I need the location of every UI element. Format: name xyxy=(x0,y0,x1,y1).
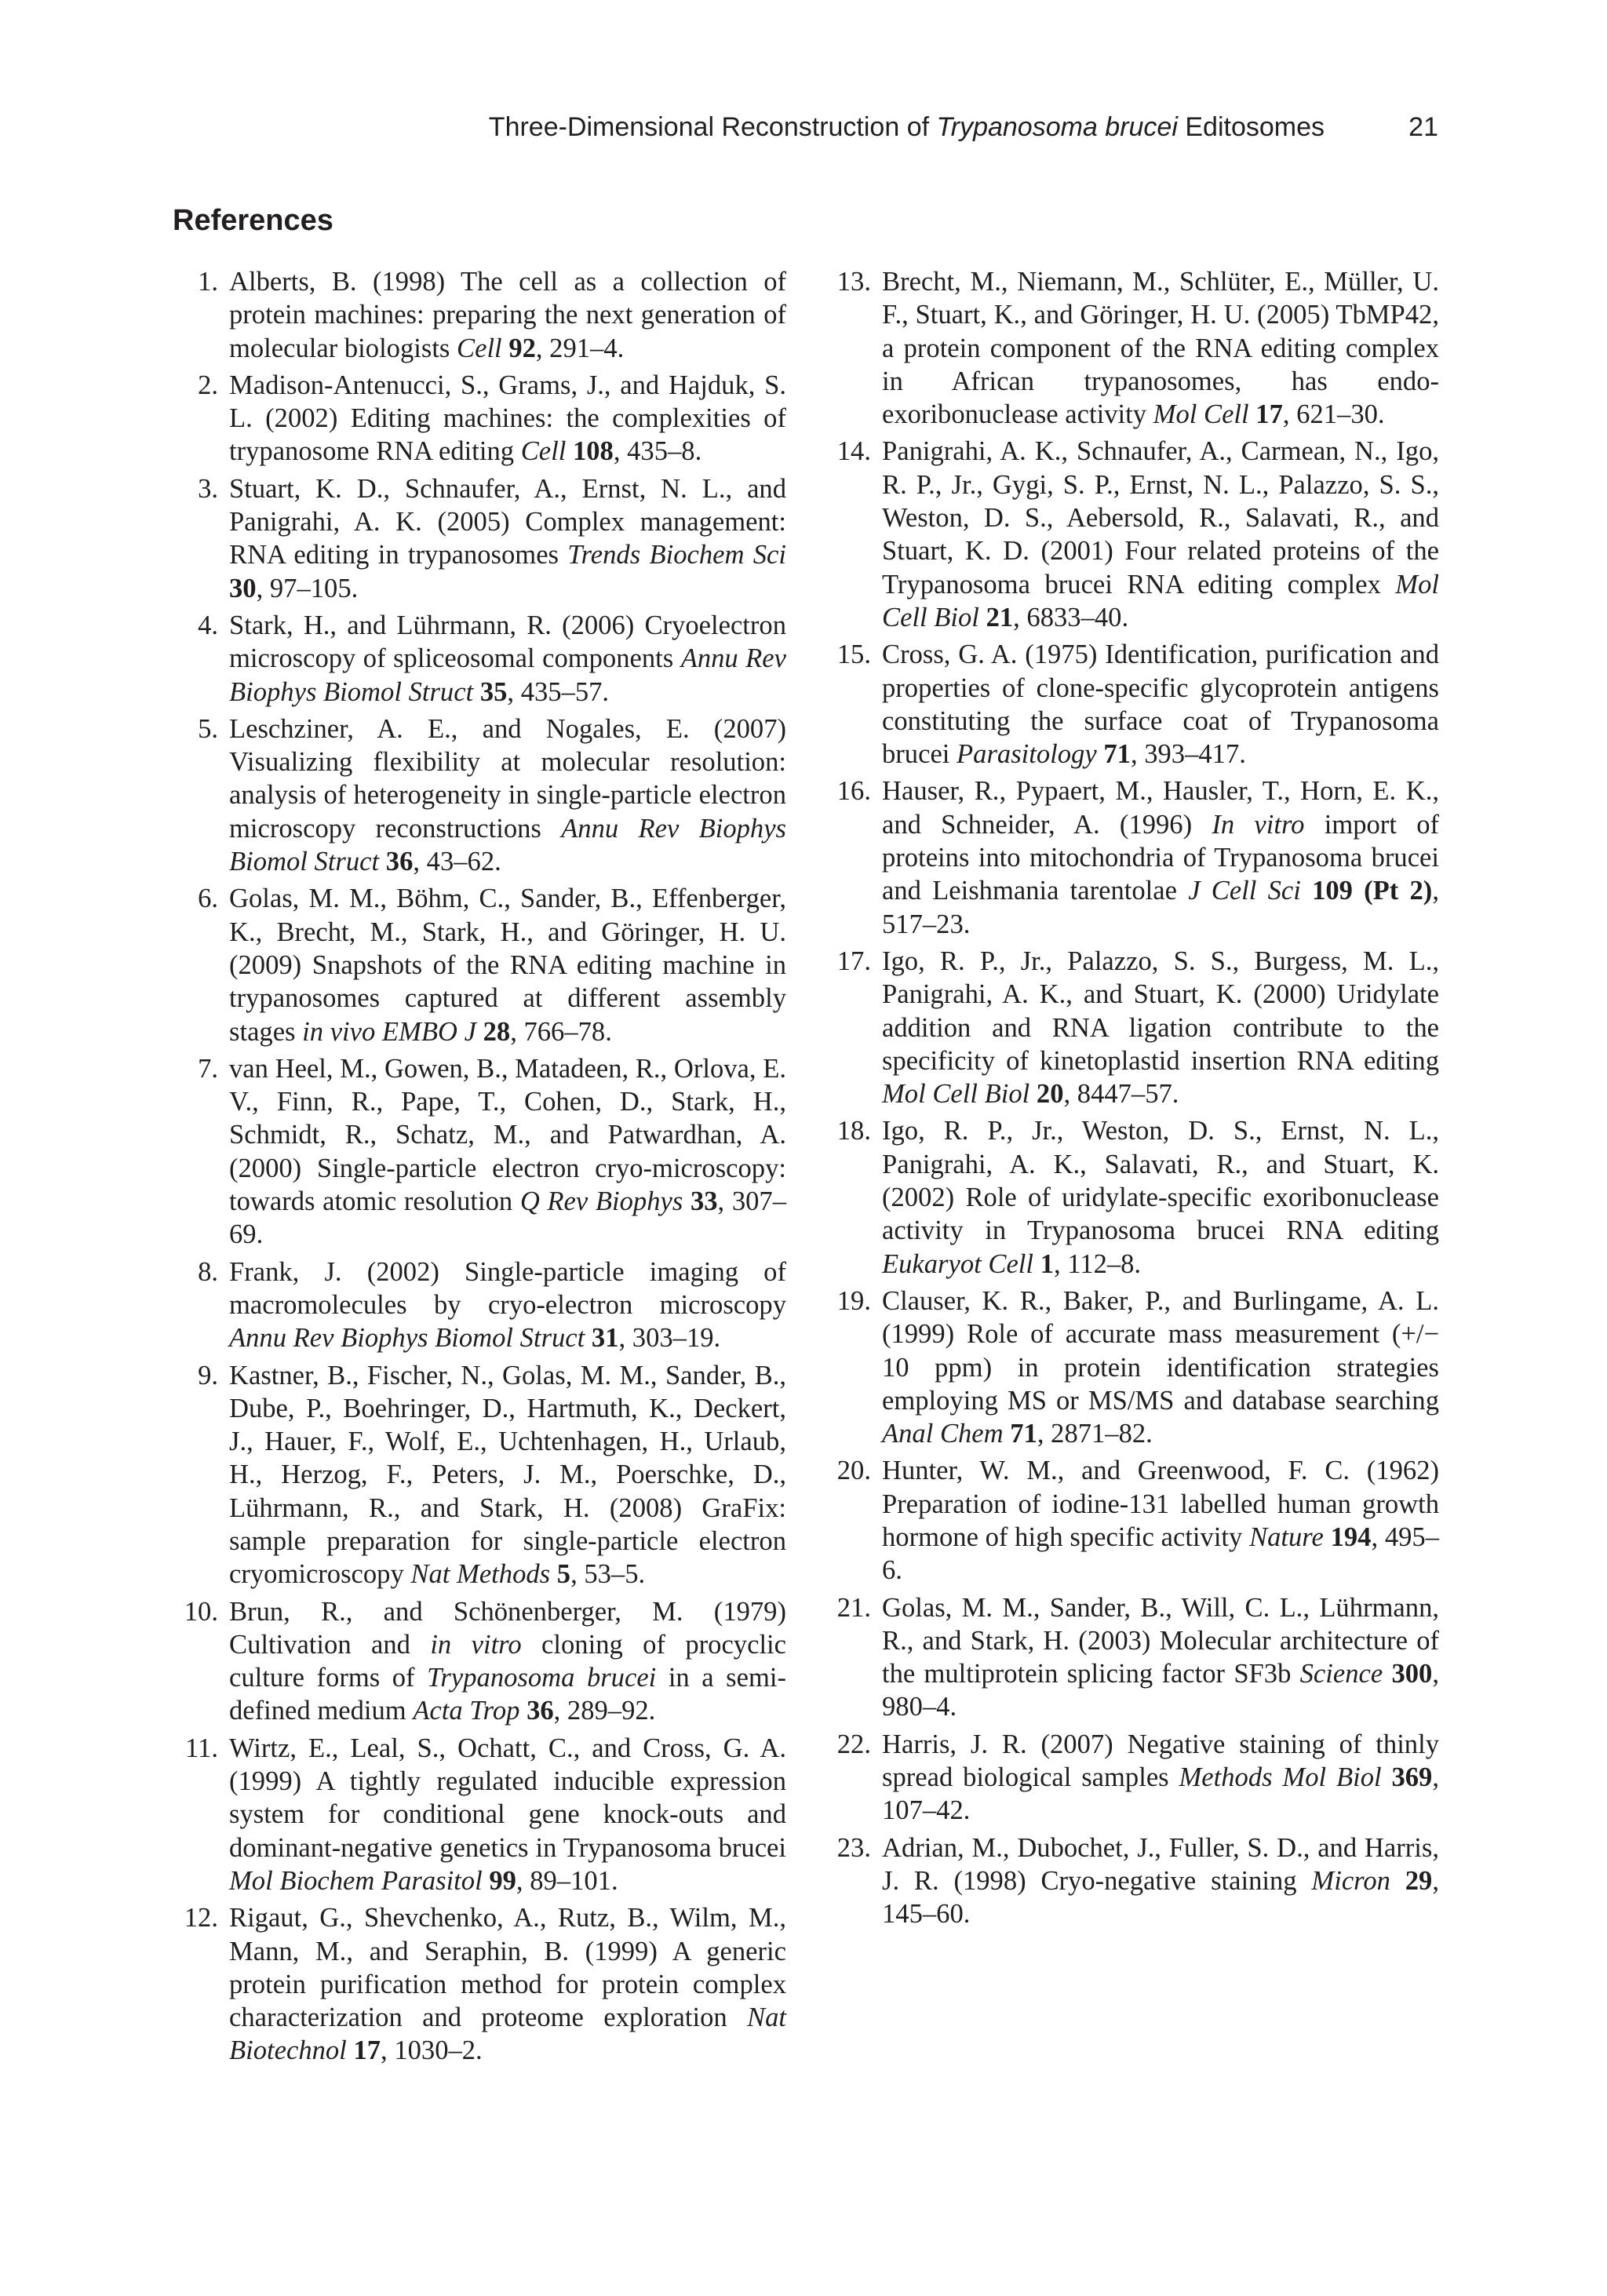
reference-text: Cross, G. A. (1975) Identification, purification and properties of clone-specific glycoprotein antigens constituting the surface coat of Trypanosoma brucei Parasitology 71, 393–417. xyxy=(882,640,1439,770)
reference-italic: Mol Cell Biol xyxy=(882,1079,1030,1110)
reference-item xyxy=(184,1595,786,1728)
reference-column-right xyxy=(836,265,1439,1935)
running-title: Three-Dimensional Reconstruction of Trypanosoma brucei Editosomes xyxy=(488,112,1325,142)
reference-number: 20. xyxy=(836,1456,871,1486)
reference-item xyxy=(836,638,1439,771)
reference-number: 21. xyxy=(836,1592,871,1623)
reference-text: Clauser, K. R., Baker, P., and Burlingame, A. L. (1999) Role of accurate mass measurement (+/− 10 ppm) in protein identification strategies employing MS or MS/MS and database searching Anal Chem 71, 2871–82. xyxy=(882,1285,1439,1449)
reference-italic: in vivo EMBO J xyxy=(302,1016,476,1047)
reference-text: Hauser, R., Pypaert, M., Hausler, T., Horn, E. K., and Schneider, A. (1996) In vitro import of proteins into mitochondria of Trypanosoma brucei and Leishmania tarentolae J Cell Sci 109 (Pt 2), 517–23. xyxy=(882,776,1439,939)
page-number: 21 xyxy=(1408,112,1438,142)
reference-volume: 20 xyxy=(1036,1079,1064,1110)
reference-volume: 33 xyxy=(690,1186,718,1217)
reference-item xyxy=(836,945,1439,1110)
reference-number: 11. xyxy=(185,1733,218,1763)
reference-item xyxy=(836,1591,1439,1724)
reference-item xyxy=(198,609,786,709)
reference-number: 2. xyxy=(198,370,218,400)
reference-column-left xyxy=(184,265,786,2072)
reference-italic: Science xyxy=(1299,1659,1383,1689)
reference-number: 15. xyxy=(836,640,871,670)
reference-italic: J Cell Sci xyxy=(1188,876,1301,906)
reference-number: 16. xyxy=(836,776,871,807)
reference-italic: Anal Chem xyxy=(882,1419,1004,1449)
reference-text: Alberts, B. (1998) The cell as a collection of protein machines: preparing the next generation of molecular biologists Cell 92, 291–4. xyxy=(229,267,786,363)
reference-volume: 92 xyxy=(508,333,536,363)
reference-volume: 17 xyxy=(353,2035,381,2066)
reference-number: 7. xyxy=(198,1053,218,1084)
reference-item xyxy=(198,1359,786,1591)
reference-volume: 99 xyxy=(489,1865,516,1896)
reference-number: 13. xyxy=(836,267,871,297)
reference-volume: 36 xyxy=(385,847,414,877)
reference-number: 19. xyxy=(836,1285,871,1316)
reference-volume: 21 xyxy=(986,602,1014,632)
reference-number: 9. xyxy=(198,1360,218,1390)
section-heading: References xyxy=(173,204,333,237)
reference-item xyxy=(198,1256,786,1355)
reference-number: 12. xyxy=(184,1903,218,1933)
reference-volume: 17 xyxy=(1255,399,1283,430)
reference-number: 1. xyxy=(198,267,218,297)
reference-volume: 5 xyxy=(556,1559,571,1590)
reference-volume: 28 xyxy=(483,1016,511,1047)
reference-italic: Trends Biochem Sci xyxy=(567,540,786,570)
reference-number: 6. xyxy=(198,884,218,914)
reference-italic: Cell xyxy=(520,436,567,467)
reference-italic: Mol Biochem Parasitol xyxy=(229,1865,483,1896)
reference-italic: Micron xyxy=(1311,1865,1390,1896)
reference-italic: Nat Methods xyxy=(410,1559,551,1590)
reference-number: 10. xyxy=(184,1596,218,1627)
reference-italic: Cell xyxy=(457,333,502,363)
reference-italic: Nat Biotechnol xyxy=(229,2003,786,2066)
reference-volume: 108 xyxy=(572,436,614,467)
reference-item xyxy=(198,472,786,605)
reference-text: Madison-Antenucci, S., Grams, J., and Hajduk, S. L. (2002) Editing machines: the complexities of trypanosome RNA editing Cell 108, 435–8. xyxy=(229,370,786,467)
reference-text: Frank, J. (2002) Single-particle imaging of macromolecules by cryo-electron microscopy Annu Rev Biophys Biomol Struct 31, 303–19. xyxy=(229,1256,786,1354)
reference-text: Stuart, K. D., Schnaufer, A., Ernst, N. L., and Panigrahi, A. K. (2005) Complex management: RNA editing in trypanosomes Trends Biochem Sci 30, 97–105. xyxy=(229,473,786,603)
reference-text: Rigaut, G., Shevchenko, A., Rutz, B., Wilm, M., Mann, M., and Seraphin, B. (1999) A generic protein purification method for protein complex characterization and proteome exploration Nat Biotechnol 17, 1030–2. xyxy=(229,1903,786,2066)
reference-volume: 30 xyxy=(229,573,257,603)
reference-item xyxy=(198,712,786,878)
reference-text: Wirtz, E., Leal, S., Ochatt, C., and Cross, G. A. (1999) A tightly regulated inducible expression system for conditional gene knock-outs and dominant-negative genetics in Trypanosoma brucei Mol Biochem Parasitol 99, 89–101. xyxy=(229,1733,786,1896)
reference-item xyxy=(836,1831,1439,1931)
reference-item xyxy=(198,265,786,365)
reference-italic: Methods Mol Biol xyxy=(1179,1762,1382,1793)
reference-volume: 109 (Pt 2) xyxy=(1312,876,1433,906)
reference-volume: 71 xyxy=(1103,739,1131,770)
reference-italic: Mol Cell Biol xyxy=(882,569,1439,632)
reference-text: Leschziner, A. E., and Nogales, E. (2007) Visualizing flexibility at molecular resolution: analysis of heterogeneity in single-particle electron microscopy reconstructions Annu Rev Biophys Biomol Struct 36, 43–62. xyxy=(229,713,786,877)
reference-volume: 369 xyxy=(1391,1762,1433,1793)
reference-number: 4. xyxy=(198,610,218,640)
reference-italic: Trypanosoma brucei xyxy=(427,1663,657,1693)
reference-item xyxy=(185,1732,786,1897)
reference-volume: 29 xyxy=(1405,1865,1433,1896)
reference-number: 8. xyxy=(198,1256,218,1287)
reference-item xyxy=(836,1454,1439,1587)
reference-italic: in vitro xyxy=(430,1629,522,1660)
reference-text: Brecht, M., Niemann, M., Schlüter, E., Müller, U. F., Stuart, K., and Göringer, H. U. (2005) TbMP42, a protein component of the RNA editing complex in African trypanosomes, has endo-exoribonuclease activity Mol Cell 17, 621–30. xyxy=(882,267,1439,430)
reference-item xyxy=(836,435,1439,634)
reference-volume: 194 xyxy=(1330,1522,1372,1552)
reference-number: 22. xyxy=(836,1729,871,1759)
reference-text: Hunter, W. M., and Greenwood, F. C. (1962) Preparation of iodine-131 labelled human growth hormone of high specific activity Nature 194, 495–6. xyxy=(882,1456,1439,1586)
reference-italic: Eukaryot Cell xyxy=(882,1248,1034,1279)
reference-text: Adrian, M., Dubochet, J., Fuller, S. D., and Harris, J. R. (1998) Cryo-negative staining Micron 29, 145–60. xyxy=(882,1832,1439,1930)
reference-number: 14. xyxy=(836,436,871,467)
reference-text: Igo, R. P., Jr., Weston, D. S., Ernst, N. L., Panigrahi, A. K., Salavati, R., and Stuart, K. (2002) Role of uridylate-specific exoribonuclease activity in Trypanosoma brucei RNA editing Eukaryot Cell 1, 112–8. xyxy=(882,1116,1439,1279)
reference-item xyxy=(184,1901,786,2067)
reference-text: Panigrahi, A. K., Schnaufer, A., Carmean, N., Igo, R. P., Jr., Gygi, S. P., Ernst, N. L., Palazzo, S. S., Weston, D. S., Aebersold, R., Salavati, R., and Stuart, K. D. (2001) Four related proteins of the Trypanosoma brucei RNA editing complex Mol Cell Biol 21, 6833–40. xyxy=(882,436,1439,632)
reference-italic: Parasitology xyxy=(957,739,1097,770)
reference-item xyxy=(836,774,1439,940)
running-title-italic: Trypanosoma brucei xyxy=(936,112,1178,142)
reference-text: Golas, M. M., Böhm, C., Sander, B., Effenberger, K., Brecht, M., Stark, H., and Göringer, H. U. (2009) Snapshots of the RNA editing machine in trypanosomes captured at different assembly stages in vivo EMBO J 28, 766–78. xyxy=(229,884,786,1047)
reference-italic: Nature xyxy=(1249,1522,1324,1552)
reference-item xyxy=(198,882,786,1048)
reference-text: Igo, R. P., Jr., Palazzo, S. S., Burgess, M. L., Panigrahi, A. K., and Stuart, K. (2000) Uridylate addition and RNA ligation contribute to the specificity of kinetoplastid insertion RNA editing Mol Cell Biol 20, 8447–57. xyxy=(882,946,1439,1110)
reference-italic: In vitro xyxy=(1212,809,1305,840)
reference-volume: 71 xyxy=(1010,1419,1037,1449)
reference-text: Kastner, B., Fischer, N., Golas, M. M., Sander, B., Dube, P., Boehringer, D., Hartmuth, K., Deckert, J., Hauer, F., Wolf, E., Uchtenhagen, H., Urlaub, H., Herzog, F., Peters, J. M., Poerschke, D., Lührmann, R., and Stark, H. (2008) GraFix: sample preparation for single-particle electron cryomicroscopy Nat Methods 5, 53–5. xyxy=(229,1360,786,1590)
reference-volume: 300 xyxy=(1391,1659,1433,1689)
running-head xyxy=(416,110,1436,144)
reference-number: 23. xyxy=(836,1832,871,1863)
reference-italic: Mol Cell xyxy=(1153,399,1249,430)
reference-item xyxy=(836,265,1439,431)
reference-item xyxy=(198,369,786,468)
reference-volume: 31 xyxy=(591,1323,619,1354)
reference-item xyxy=(836,1114,1439,1280)
reference-item xyxy=(836,1285,1439,1450)
reference-italic: Acta Trop xyxy=(413,1696,520,1726)
reference-item xyxy=(198,1052,786,1252)
reference-italic: Annu Rev Biophys Biomol Struct xyxy=(229,813,786,877)
reference-text: Harris, J. R. (2007) Negative staining of thinly spread biological samples Methods Mol Biol 369, 107–42. xyxy=(882,1729,1439,1826)
reference-volume: 1 xyxy=(1040,1248,1054,1279)
reference-italic: Annu Rev Biophys Biomol Struct xyxy=(229,1323,585,1354)
reference-number: 3. xyxy=(198,473,218,504)
reference-number: 5. xyxy=(198,713,218,744)
reference-number: 18. xyxy=(836,1116,871,1146)
reference-number: 17. xyxy=(836,946,871,976)
reference-text: van Heel, M., Gowen, B., Matadeen, R., Orlova, E. V., Finn, R., Pape, T., Cohen, D., Stark, H., Schmidt, R., Schatz, M., and Patwardhan, A. (2000) Single-particle electron cryo-microscopy: towards atomic resolution Q Rev Biophys 33, 307–69. xyxy=(229,1053,786,1250)
reference-italic: Q Rev Biophys xyxy=(519,1186,683,1217)
reference-italic: Annu Rev Biophys Biomol Struct xyxy=(229,643,786,707)
reference-volume: 36 xyxy=(527,1696,554,1726)
reference-text: Golas, M. M., Sander, B., Will, C. L., Lührmann, R., and Stark, H. (2003) Molecular architecture of the multiprotein splicing factor SF3b Science 300, 980–4. xyxy=(882,1592,1439,1722)
reference-item xyxy=(836,1728,1439,1828)
reference-text: Stark, H., and Lührmann, R. (2006) Cryoelectron microscopy of spliceosomal components Annu Rev Biophys Biomol Struct 35, 435–57. xyxy=(229,610,786,707)
reference-volume: 35 xyxy=(479,676,508,707)
reference-text: Brun, R., and Schönenberger, M. (1979) Cultivation and in vitro cloning of procyclic culture forms of Trypanosoma brucei in a semi-defined medium Acta Trop 36, 289–92. xyxy=(229,1596,786,1726)
